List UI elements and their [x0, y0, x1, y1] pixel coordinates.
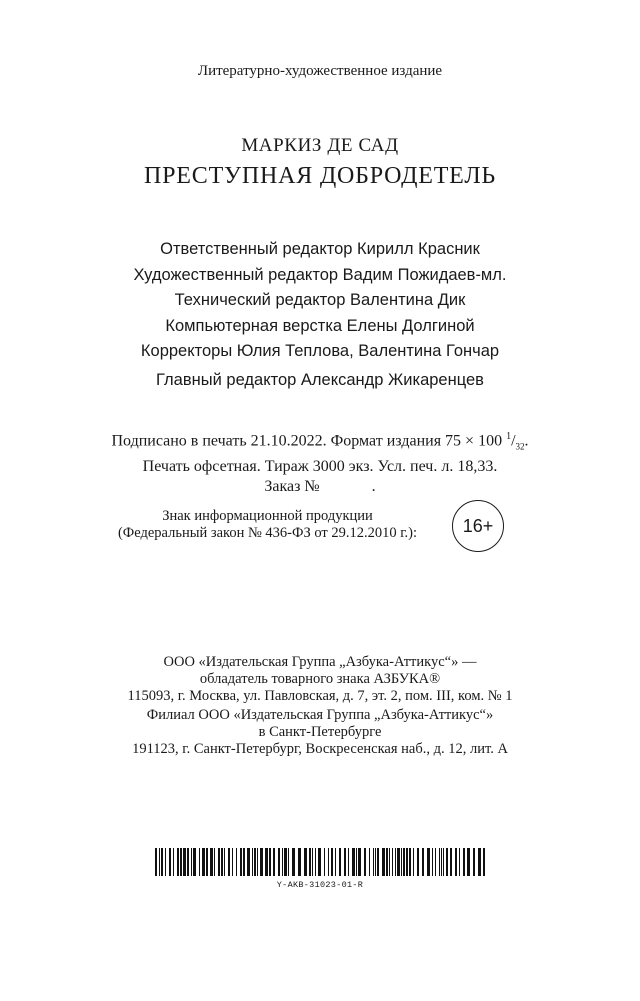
- barcode-bar: [455, 848, 457, 876]
- barcode-bar: [432, 848, 433, 876]
- barcode-code: Y-AKB-31023-01-R: [276, 880, 364, 890]
- barcode-bar: [298, 848, 301, 876]
- barcode-bar: [304, 848, 307, 876]
- barcode-bar: [177, 848, 179, 876]
- barcode-bar: [318, 848, 321, 876]
- barcode-bar: [483, 848, 485, 876]
- barcode-bar: [389, 848, 390, 876]
- barcode-bar: [180, 848, 182, 876]
- barcode-bar: [382, 848, 385, 876]
- credit-line: Корректоры Юлия Теплова, Валентина Гончар: [140, 342, 500, 360]
- barcode-bar: [191, 848, 192, 876]
- barcode-bar: [247, 848, 250, 876]
- barcode-bar: [159, 848, 160, 876]
- credit-line: Компьютерная верстка Елены Долгиной: [165, 316, 475, 335]
- barcode-bar: [439, 848, 440, 876]
- barcode-bar: [187, 848, 189, 876]
- barcode-bar: [375, 848, 376, 876]
- barcode-bar: [409, 848, 411, 876]
- age-rating-badge: 16+: [452, 500, 504, 552]
- barcode-bar: [443, 848, 444, 876]
- barcode-bar: [324, 848, 325, 876]
- barcode-bar: [364, 848, 366, 876]
- credit-line: Ответственный редактор Кирилл Красник: [160, 240, 480, 258]
- barcode-bar: [427, 848, 430, 876]
- barcode-bar: [467, 848, 470, 876]
- barcode-bar: [315, 848, 316, 876]
- barcode-bar: [206, 848, 208, 876]
- publisher-line: обладатель товарного знака АЗБУКА®: [199, 670, 441, 687]
- barcode-bar: [392, 848, 393, 876]
- fraction-numerator: 1: [506, 431, 512, 442]
- barcode-bar: [335, 848, 336, 876]
- barcode-bar: [254, 848, 256, 876]
- publisher-line: ООО «Издательская Группа „Азбука-Аттикус“» —: [163, 654, 477, 670]
- barcode-bar: [386, 848, 388, 876]
- barcode-bar: [278, 848, 280, 876]
- credit-line: Технический редактор Валентина Дик: [174, 291, 466, 309]
- barcode-bar: [309, 848, 311, 876]
- barcode-bar: [395, 848, 396, 876]
- barcode-bar: [478, 848, 481, 876]
- barcode-bar: [218, 848, 220, 876]
- barcode-graphic: [155, 848, 485, 876]
- fraction-end: .: [524, 432, 529, 450]
- barcode-bar: [397, 848, 400, 876]
- credits-list: [0, 237, 640, 365]
- print-info: [0, 427, 640, 496]
- barcode-bar: [459, 848, 460, 876]
- barcode-bar: [260, 848, 263, 876]
- publisher-info: [0, 654, 640, 758]
- barcode-bar: [413, 848, 414, 876]
- barcode-bar: [240, 848, 242, 876]
- chief-editor: Главный редактор Александр Жикаренцев: [156, 371, 484, 389]
- barcode-bar: [358, 848, 361, 876]
- barcode-bar: [169, 848, 171, 876]
- age-rating-line-1: Знак информационной продукции: [162, 508, 373, 524]
- barcode-bar: [348, 848, 349, 876]
- barcode-bar: [288, 848, 289, 876]
- barcode-bar: [450, 848, 452, 876]
- publisher-line: 115093, г. Москва, ул. Павловская, д. 7, эт. 2, пом. III, ком. № 1: [127, 687, 513, 704]
- barcode-bar: [243, 848, 245, 876]
- credit-line: Художественный редактор Вадим Пожидаев-мл.: [133, 265, 507, 284]
- fraction-separator: /: [511, 432, 516, 450]
- barcode-bar: [328, 848, 329, 876]
- barcode-bar: [232, 848, 233, 876]
- barcode-bar: [221, 848, 223, 876]
- barcode-bar: [252, 848, 253, 876]
- barcode-bar: [403, 848, 405, 876]
- barcode-bar: [284, 848, 287, 876]
- barcode-bar: [312, 848, 313, 876]
- print-format-text: Подписано в печать 21.10.2022. Формат издания 75 × 100: [111, 432, 507, 450]
- barcode-bar: [406, 848, 408, 876]
- barcode-bar: [435, 848, 436, 876]
- barcode-bar: [265, 848, 268, 876]
- publisher-line: в Санкт-Петербурге: [258, 724, 382, 741]
- barcode-bar: [183, 848, 186, 876]
- barcode-bar: [165, 848, 166, 876]
- print-info-line-2: Печать офсетная. Тираж 3000 экз. Усл. печ. л. 18,33.: [142, 458, 498, 476]
- barcode-bars: [155, 848, 485, 876]
- publisher-line: Филиал ООО «Издательская Группа „Азбука-Аттикус“»: [146, 707, 494, 724]
- barcode-bar: [199, 848, 200, 876]
- barcode-bar: [473, 848, 475, 876]
- barcode-bar: [210, 848, 213, 876]
- book-title: ПРЕСТУПНАЯ ДОБРОДЕТЕЛЬ: [144, 163, 496, 189]
- series-label: Литературно-художественное издание: [197, 63, 443, 79]
- barcode-bar: [377, 848, 379, 876]
- barcode-bar: [282, 848, 283, 876]
- barcode-bar: [173, 848, 174, 876]
- print-info-line-1: [0, 427, 640, 457]
- author-name: МАРКИЗ ДЕ САД: [241, 135, 399, 156]
- barcode-bar: [441, 848, 442, 876]
- barcode-bar: [193, 848, 196, 876]
- barcode-bar: [257, 848, 258, 876]
- barcode-bar: [401, 848, 402, 876]
- age-rating-line-2: (Федеральный закон № 436-ФЗ от 29.12.2010 г.):: [117, 525, 418, 541]
- barcode-bar: [339, 848, 341, 876]
- barcode-bar: [446, 848, 448, 876]
- barcode-bar: [352, 848, 355, 876]
- barcode-bar: [417, 848, 419, 876]
- barcode-bar: [373, 848, 374, 876]
- barcode-bar: [228, 848, 230, 876]
- barcode-bar: [236, 848, 237, 876]
- barcode-bar: [214, 848, 215, 876]
- barcode-bar: [224, 848, 225, 876]
- barcode-bar: [422, 848, 424, 876]
- barcode-bar: [269, 848, 271, 876]
- barcode-bar: [356, 848, 357, 876]
- barcode-bar: [273, 848, 275, 876]
- print-info-line-3: Заказ № .: [264, 477, 376, 495]
- fraction-denominator: 32: [515, 441, 525, 452]
- barcode-bar: [202, 848, 205, 876]
- barcode-bar: [155, 848, 157, 876]
- barcode-bar: [344, 848, 346, 876]
- publisher-line: 191123, г. Санкт-Петербург, Воскресенская наб., д. 12, лит. А: [132, 740, 508, 757]
- barcode-bar: [161, 848, 163, 876]
- barcode-bar: [331, 848, 333, 876]
- barcode-bar: [463, 848, 465, 876]
- age-rating-text: [110, 508, 425, 542]
- barcode-bar: [292, 848, 295, 876]
- barcode-bar: [369, 848, 370, 876]
